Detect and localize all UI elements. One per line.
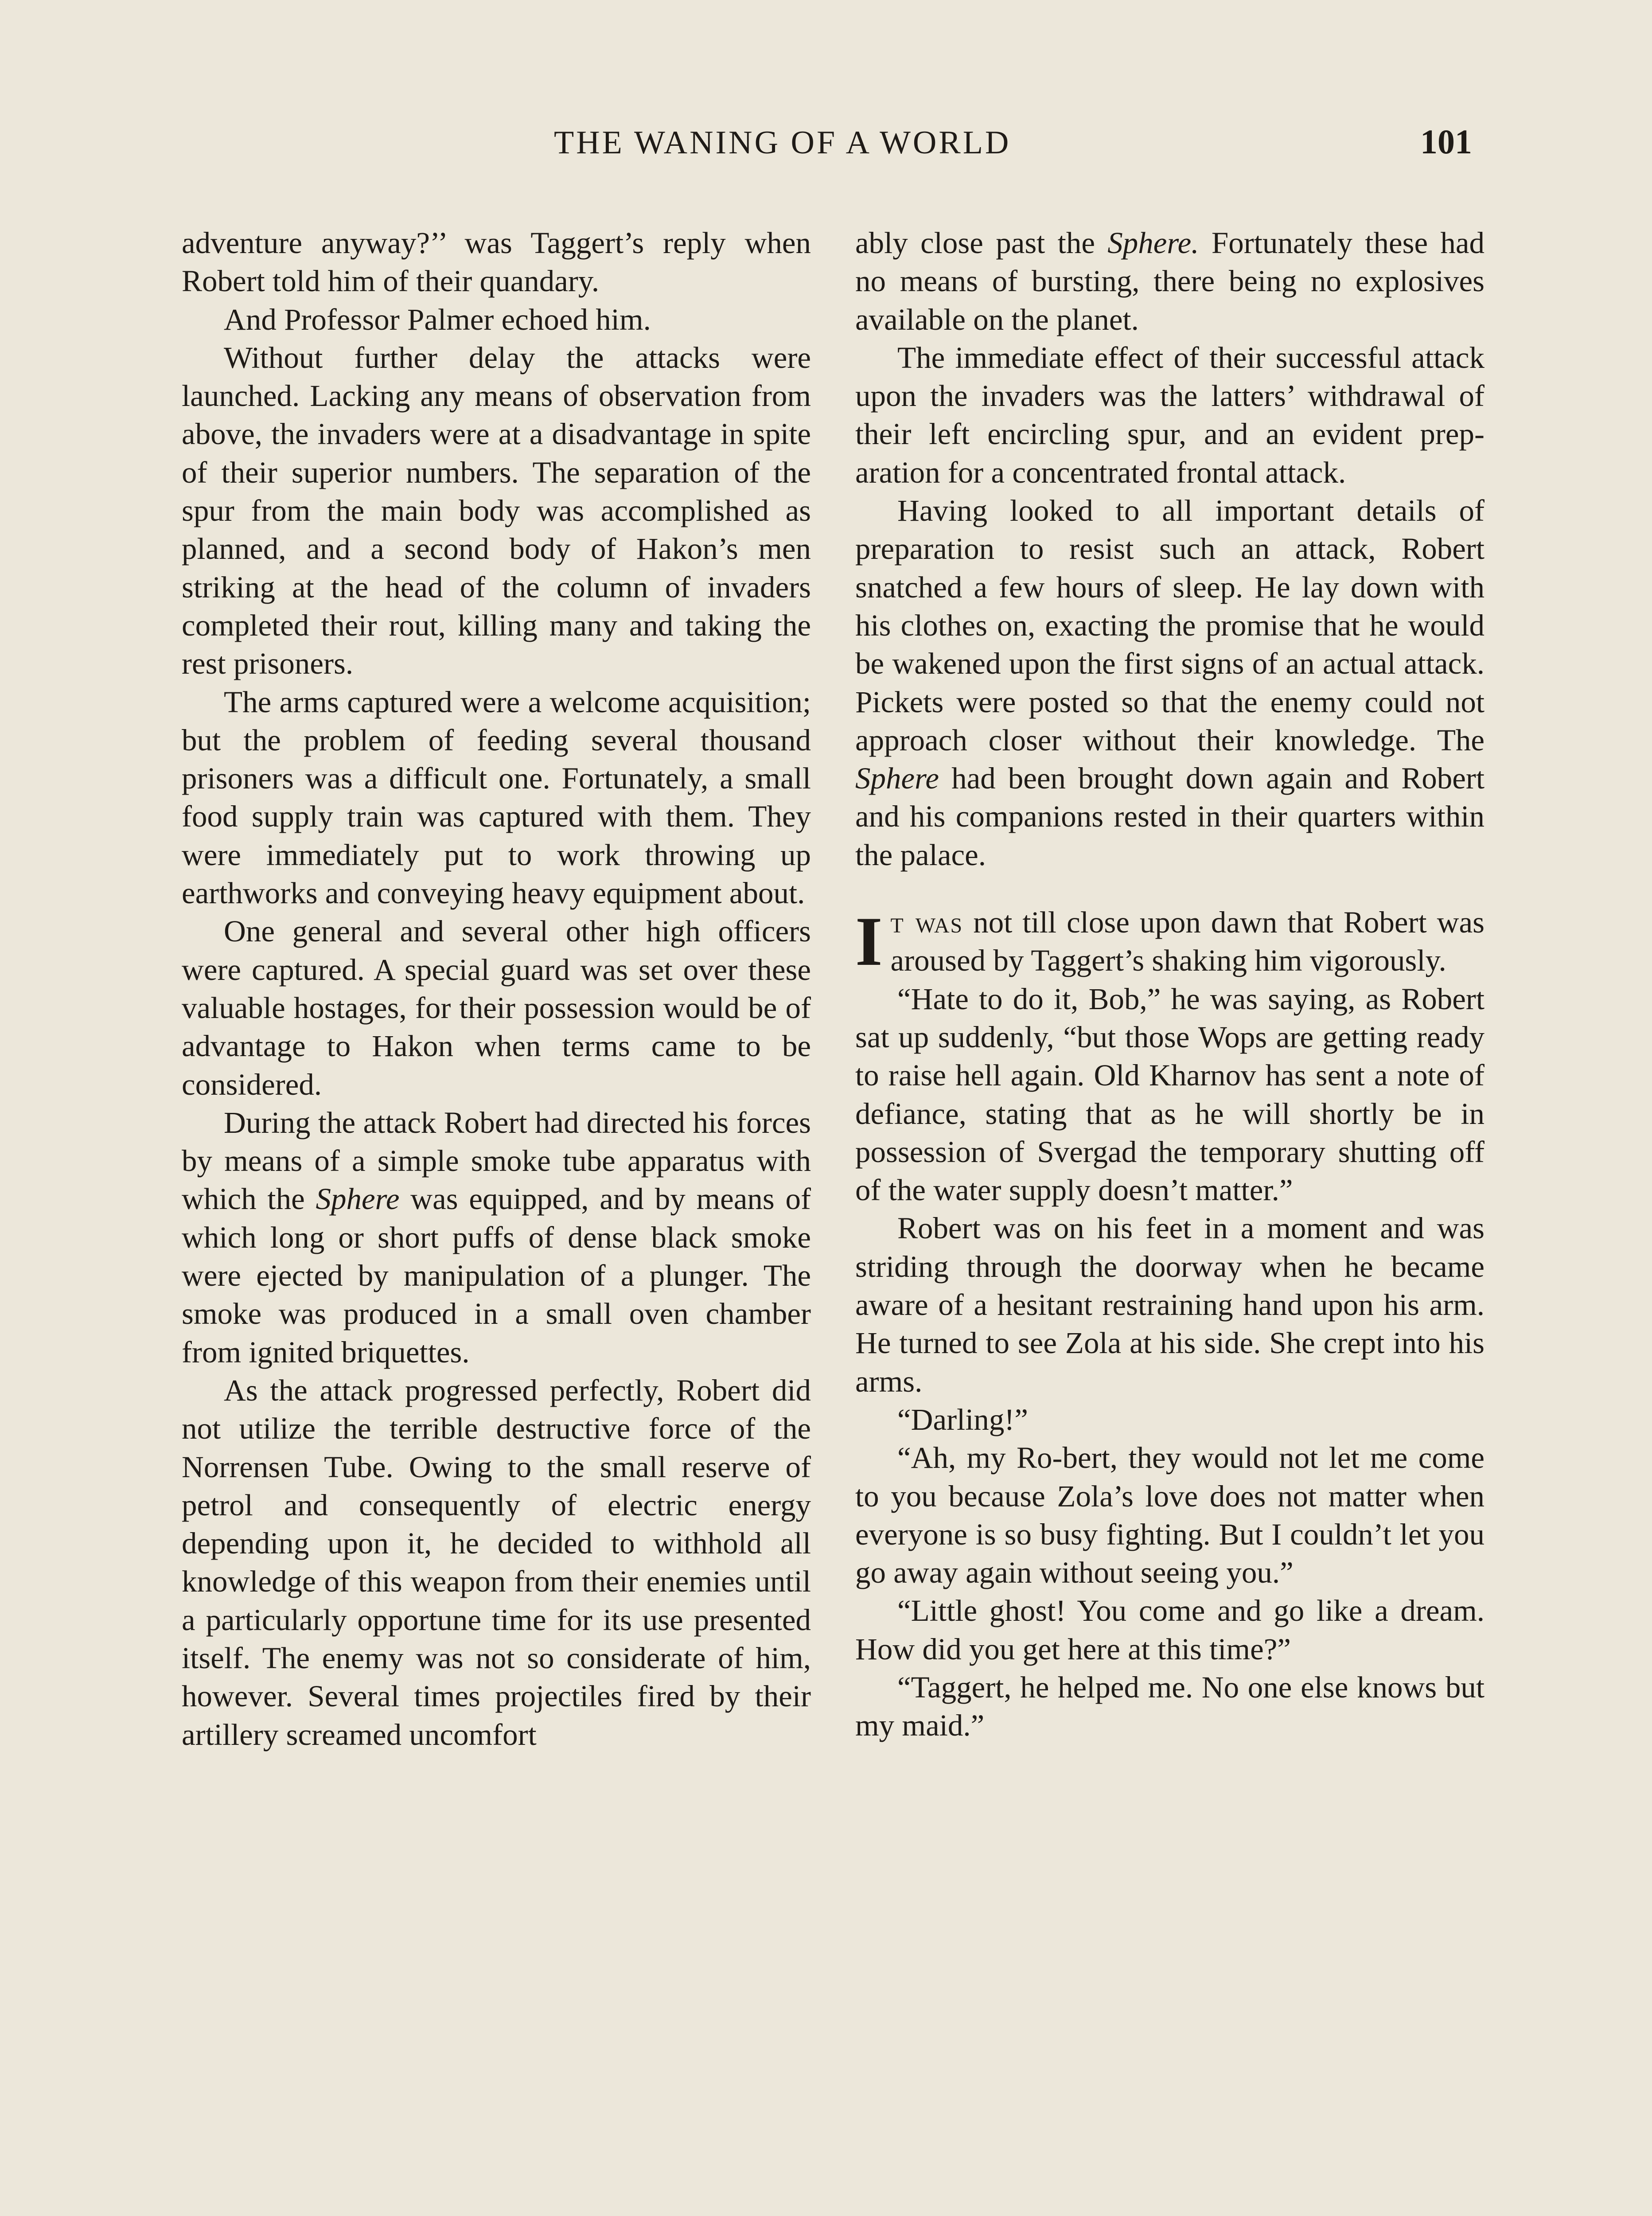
paragraph: “Little ghost! You come and go like a dream. How did you get here at this time?” xyxy=(855,1594,1484,1666)
paragraph: “Ah, my Ro-bert, they would not let me come to you because Zola’s love does not matter when everyone is so busy fighting. But I couldn’t let you go away again without seeing you.” xyxy=(855,1441,1484,1590)
text-run: not till close upon dawn that Robert was aroused by Taggert’s shaking him vigorously. xyxy=(890,905,1484,978)
paragraph: Without further delay the attacks were launched. Lacking any means of observation from above, the invaders were at a disadvantage in spite of their superior numbers. The separation of the spur from the main body was accomplished as planned, and a second body of Hakon’s men striking at the head of the column of invaders completed their rout, killing many and taking the rest prisoners. xyxy=(182,340,811,681)
text-run: ably close past the xyxy=(855,226,1108,260)
text-run: During the attack Robert had directed his forces by means of a simple smoke tube apparatus with which the xyxy=(182,1105,811,1216)
small-caps-run: t was xyxy=(890,905,963,940)
right-column xyxy=(855,224,1484,1745)
running-title: THE WANING OF A WORLD xyxy=(554,125,1011,161)
paragraph: The immediate effect of their successful attack upon the invaders was the latters’ withdrawal of their left encircling spur, and an evident preparation for a concentrated frontal attack. xyxy=(855,340,1484,489)
paragraph: adventure anyway?’’ was Taggert’s reply when Robert told him of their quandary. xyxy=(182,226,811,298)
text-run: Having looked to all important details of preparation to resist such an attack, Robert snatched a few hours of sleep. He lay down with his clothes on, exacting the promise that he would be wakened upon the first signs of an actual attack. Pickets were posted so that the enemy could not approach closer without their knowledge. The xyxy=(855,494,1484,757)
paragraph: And Professor Palmer echoed him. xyxy=(224,302,651,336)
paragraph xyxy=(855,224,1484,339)
paragraph xyxy=(855,492,1484,874)
ship-name: Sphere xyxy=(855,761,939,796)
text-run: Fortunately these had no means of bursting, there being no explosives available on the planet. xyxy=(855,226,1485,336)
ship-name: Sphere xyxy=(316,1182,400,1216)
paragraph: One general and several other high officers were captured. A special guard was set over these valuable hostages, for their possession would be of advantage to Hakon when terms came to be considered. xyxy=(182,914,811,1101)
text-run: had been brought down again and Robert and his companions rested in their quarters within the palace. xyxy=(855,761,1484,872)
paragraph: The arms captured were a welcome acquisition; but the problem of feeding several thousand prisoners was a difficult one. Fortunately, a small food supply train was captured with them. They were immediately put to work throwing up earthworks and conveying heavy equipment about. xyxy=(182,685,811,910)
paragraph: Robert was on his feet in a moment and was striding through the doorway when he became aware of a hesitant restraining hand upon his arm. He turned to see Zola at his side. She crept into his arms. xyxy=(855,1211,1484,1398)
paragraph: “Taggert, he helped me. No one else knows but my maid.” xyxy=(855,1670,1484,1743)
page-number: 101 xyxy=(1420,122,1472,161)
paragraph: “Hate to do it, Bob,” he was saying, as Robert sat up suddenly, “but those Wops are getting ready to raise hell again. Old Kharnov has sent a note of defiance, stating that as he will shortly be in possession of Svergad the temporary shutting off of the water supply doesn’t matter.” xyxy=(855,982,1484,1207)
section-start-paragraph xyxy=(855,903,1484,980)
paragraph: As the attack progressed perfectly, Robert did not utilize the terrible destructive force of the Norrensen Tube. Owing to the small reserve of petrol and consequently of electric energy depending upon it, he decided to withhold all knowledge of this weapon from their enemies until a particularly opportune time for its use presented itself. The enemy was not so considerate of him, however. Several times projectiles fired by their artillery screamed uncomfort xyxy=(182,1373,811,1752)
text-run: was equipped, and by means of which long or short puffs of dense black smoke were ejected by manipulation of a plunger. The smoke was produced in a small oven chamber from ignited briquettes. xyxy=(182,1182,811,1369)
paragraph: “Darling!” xyxy=(897,1402,1029,1436)
left-column xyxy=(182,224,811,1754)
ship-name: Sphere. xyxy=(1107,226,1199,260)
paragraph xyxy=(182,1104,811,1371)
drop-cap: I xyxy=(855,903,883,981)
